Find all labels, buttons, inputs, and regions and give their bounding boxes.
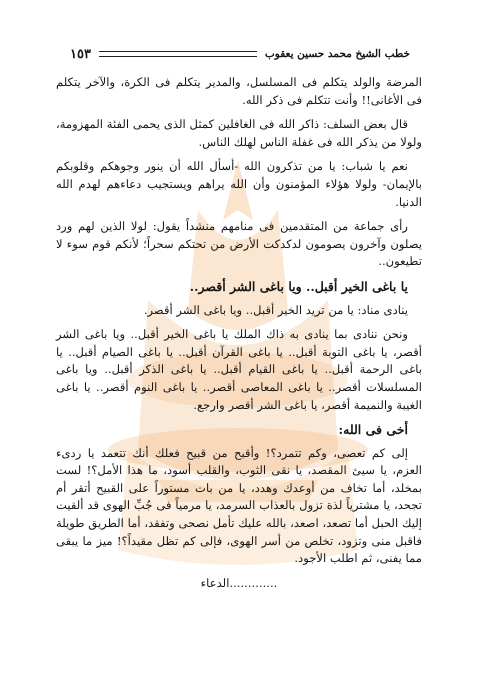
paragraph: رأى جماعة من المتقدمين فى منامهم منشداً يقول: لولا الذين لهم ورد يصلون وآخرون يصومون لدكدكت الأرض من تحتكم سحراً؛ لأنكم قوم سوء لا تطيعون.. xyxy=(56,219,422,269)
paragraph: نعم يا شباب: يا من تذكرون الله -أسأل الله أن ينور وجوهكم وقلوبكم بالإيمان- ولولا هؤلاء المؤمنون وأن الله يراهم ويستجيب دعاءهم لهدم الله الدنيا. xyxy=(56,159,422,209)
page-header xyxy=(70,44,410,64)
footer-line: .............الدعاء xyxy=(200,575,278,590)
paragraph: إلى كم تعصى، وكم تتمرد؟! وأقبح من قبيح فعلك أنك تتعمد يا ردىء العزم، يا سيئ المقصد، يا نقى الثوب، والقلب أسود، ما هذا الأمل؟! لست بمخلد، أما تخاف من أوعدك وهدد، يا من بات مستوراً على القبيح أتقر أم تجحد، يا مشترياً لذة تزول بالعذاب السرمد، يا مرمياً فى جُبِّ الهوى قد ألقيت إليك الحبل أما تصعد، اصعد، بالله عليك تأمل نصحى وتفقد، أما الطريق طويلة فاقبل منى وتزود، تخلص من أسر الهوى، فإلى كم تظل مقيداً؟! ميز ما يبقى مما يفنى، ثم اطلب الأجود. xyxy=(56,445,422,566)
running-title: خطب الشيخ محمد حسين يعقوب xyxy=(264,48,410,60)
paragraph: ينادى مناد: يا من تريد الخير أقبل.. ويا باغى الشر أقصر. xyxy=(143,302,408,317)
header-rule xyxy=(99,51,257,57)
paragraph: المرضة والولد يتكلم فى المسلسل، والمدير يتكلم فى الكرة، والآخر يتكلم فى الأغانى!! وأنت تتكلم فى ذكر الله. xyxy=(56,75,422,107)
paragraph: ونحن ننادى بما ينادى به ذاك الملك يا باغى الخير أقبل.. ويا باغى الشر أقصر، يا باغى التوبة أقبل.. يا باغى القرآن أقبل.. يا باغى الصيام أقبل.. يا باغى الرحمة أقبل.. يا باغى القيام أقبل.. يا باغى الذكر أقبل.. ويا باغى المسلسلات أقصر.. يا باغى المعاصى أقصر.. يا باغى النوم أقصر.. يا باغى الغيبة والنميمة أقصر، يا باغى الشر أقصر وارجع. xyxy=(56,327,422,412)
page-body xyxy=(56,74,422,592)
page-number: ١٥٣ xyxy=(70,46,91,62)
section-heading: أخى فى الله: xyxy=(338,422,408,438)
paragraph: قال بعض السلف: ذاكر الله فى الغافلين كمثل الذى يحمى الفئة المهزومة، ولولا من يذكر الله فى غفلة الناس لهلك الناس. xyxy=(56,117,422,149)
section-heading: يا باغى الخير أقبل.. ويا باغى الشر أقصر.. xyxy=(189,278,408,294)
